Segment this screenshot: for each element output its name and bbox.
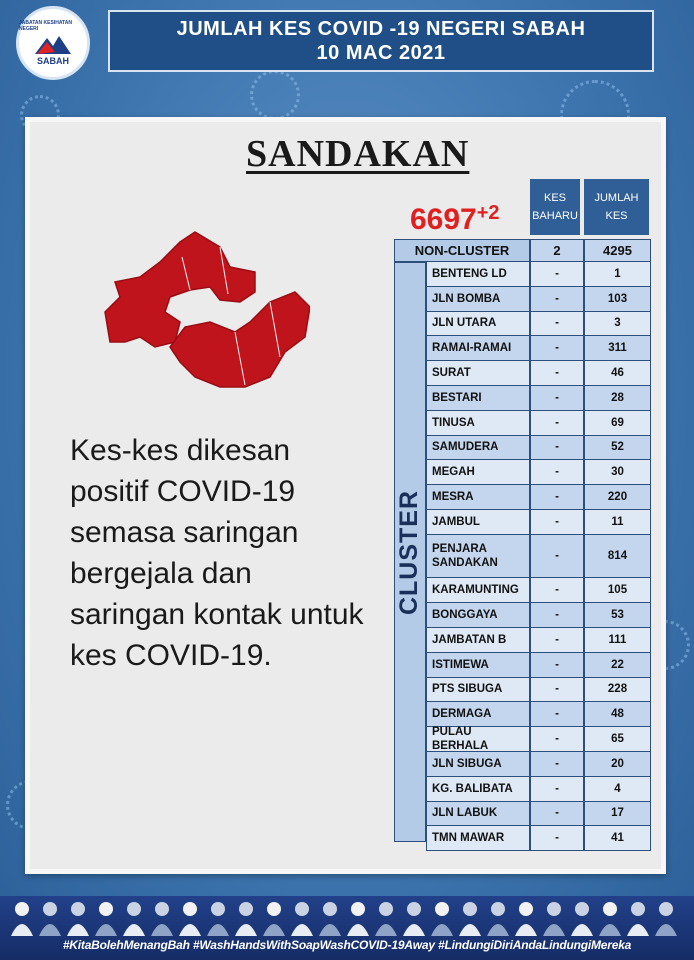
cluster-kes-baharu: - [530,262,584,287]
non-cluster-kes-baharu: 2 [530,239,584,262]
cluster-kes-baharu: - [530,287,584,312]
cluster-jumlah-kes: 17 [584,802,651,827]
cluster-name: BENTENG LD [426,262,530,287]
cluster-name: ISTIMEWA [426,653,530,678]
cluster-label [394,262,426,842]
cluster-jumlah-kes: 30 [584,460,651,485]
cluster-kes-baharu: - [530,653,584,678]
person-icon [347,902,369,936]
person-icon [431,902,453,936]
table-row [426,702,651,727]
person-icon [95,902,117,936]
table-row [426,510,651,535]
cluster-jumlah-kes: 46 [584,361,651,386]
cluster-kes-baharu: - [530,826,584,851]
cluster-kes-baharu: - [530,361,584,386]
person-icon [67,902,89,936]
cluster-table [426,262,651,851]
cluster-kes-baharu: - [530,485,584,510]
header-jumlah-kes: JUMLAH KES [584,179,649,235]
cluster-name: RAMAI-RAMAI [426,336,530,361]
cluster-kes-baharu: - [530,603,584,628]
footer-band [0,896,694,960]
cluster-jumlah-kes: 11 [584,510,651,535]
table-row [426,628,651,653]
cluster-jumlah-kes: 28 [584,386,651,411]
cluster-name: KG. BALIBATA [426,777,530,802]
person-icon [179,902,201,936]
cluster-kes-baharu: - [530,802,584,827]
person-icon [627,902,649,936]
cluster-kes-baharu: - [530,535,584,579]
person-icon [11,902,33,936]
non-cluster-row [394,239,651,262]
cluster-jumlah-kes: 22 [584,653,651,678]
sandakan-map-icon [70,202,310,392]
cluster-name: JLN UTARA [426,312,530,337]
person-icon [403,902,425,936]
cluster-jumlah-kes: 4 [584,777,651,802]
virus-decoration [250,70,300,120]
table-row [426,727,651,752]
person-icon [235,902,257,936]
table-row [426,603,651,628]
cluster-kes-baharu: - [530,727,584,752]
cluster-name: KARAMUNTING [426,578,530,603]
cluster-kes-baharu: - [530,411,584,436]
person-icon [599,902,621,936]
header-kes-baharu: KES BAHARU [530,179,580,235]
person-icon [263,902,285,936]
person-icon [319,902,341,936]
logo-subtext: JABATAN KESIHATAN NEGERI [19,20,72,32]
cluster-kes-baharu: - [530,510,584,535]
cluster-jumlah-kes: 3 [584,312,651,337]
cluster-kes-baharu: - [530,628,584,653]
cluster-jumlah-kes: 111 [584,628,651,653]
cluster-name: JLN LABUK [426,802,530,827]
sabah-logo [16,6,90,80]
cluster-name: MESRA [426,485,530,510]
cluster-kes-baharu: - [530,386,584,411]
table-row [426,826,651,851]
district-name: SANDAKAN [246,133,470,175]
table-row [426,336,651,361]
cluster-name: DERMAGA [426,702,530,727]
cluster-jumlah-kes: 65 [584,727,651,752]
cluster-kes-baharu: - [530,460,584,485]
cluster-jumlah-kes: 814 [584,535,651,579]
title-banner [108,10,654,72]
cluster-jumlah-kes: 41 [584,826,651,851]
case-description: Kes-kes dikesan positif COVID-19 semasa saringan bergejala dan saringan kontak untuk kes COVID-19. [70,434,364,672]
cluster-name: PULAU BERHALA [426,727,530,752]
non-cluster-label: NON-CLUSTER [394,239,530,262]
cluster-jumlah-kes: 53 [584,603,651,628]
logo-text: SABAH [36,56,69,66]
cluster-jumlah-kes: 48 [584,702,651,727]
cluster-name: PTS SIBUGA [426,678,530,703]
cluster-name: BONGGAYA [426,603,530,628]
cluster-label-text: CLUSTER [395,489,424,615]
person-icon [151,902,173,936]
banner-date: 10 MAC 2021 [316,42,446,64]
person-icon [123,902,145,936]
district-card [25,117,666,874]
cluster-name: JAMBATAN B [426,628,530,653]
person-icon [543,902,565,936]
cluster-jumlah-kes: 228 [584,678,651,703]
table-row [426,262,651,287]
cluster-name: BESTARI [426,386,530,411]
cluster-jumlah-kes: 220 [584,485,651,510]
cluster-jumlah-kes: 103 [584,287,651,312]
table-row [426,777,651,802]
cluster-name: TINUSA [426,411,530,436]
person-icon [291,902,313,936]
mountain-logo-icon [33,34,73,56]
footer-hashtags: #KitaBolehMenangBah #WashHandsWithSoapWashCOVID-19Away #LindungiDiriAndaLindungiMereka [62,938,632,952]
person-icon [571,902,593,936]
banner-title: JUMLAH KES COVID -19 NEGERI SABAH [176,18,586,40]
cluster-kes-baharu: - [530,578,584,603]
table-row [426,361,651,386]
total-count: 6697 [410,203,477,236]
table-row [426,287,651,312]
table-row [426,678,651,703]
cluster-name: SAMUDERA [426,436,530,461]
person-icon [375,902,397,936]
cluster-name: MEGAH [426,460,530,485]
cluster-jumlah-kes: 52 [584,436,651,461]
table-row [426,485,651,510]
cluster-jumlah-kes: 311 [584,336,651,361]
person-icon [39,902,61,936]
cluster-name: SURAT [426,361,530,386]
cluster-kes-baharu: - [530,336,584,361]
cluster-jumlah-kes: 1 [584,262,651,287]
table-row [426,653,651,678]
cluster-kes-baharu: - [530,312,584,337]
cluster-name: JLN BOMBA [426,287,530,312]
new-case-count: +2 [476,202,500,224]
person-icon [207,902,229,936]
table-row [426,752,651,777]
table-row [426,436,651,461]
table-row [426,312,651,337]
table-row [426,411,651,436]
person-icon [655,902,677,936]
cluster-kes-baharu: - [530,678,584,703]
table-row [426,460,651,485]
district-total-cases [410,202,500,237]
table-row [426,535,651,579]
table-row [426,578,651,603]
cluster-kes-baharu: - [530,436,584,461]
person-icon [515,902,537,936]
cluster-kes-baharu: - [530,777,584,802]
person-icon [459,902,481,936]
cluster-jumlah-kes: 69 [584,411,651,436]
table-row [426,802,651,827]
person-icon [487,902,509,936]
cluster-kes-baharu: - [530,702,584,727]
cluster-jumlah-kes: 20 [584,752,651,777]
cluster-name: JAMBUL [426,510,530,535]
frontliner-people-icon [8,898,686,936]
cluster-name: TMN MAWAR [426,826,530,851]
cluster-jumlah-kes: 105 [584,578,651,603]
cluster-kes-baharu: - [530,752,584,777]
cluster-name: JLN SIBUGA [426,752,530,777]
cluster-name: PENJARA SANDAKAN [426,535,530,579]
non-cluster-jumlah-kes: 4295 [584,239,651,262]
table-row [426,386,651,411]
